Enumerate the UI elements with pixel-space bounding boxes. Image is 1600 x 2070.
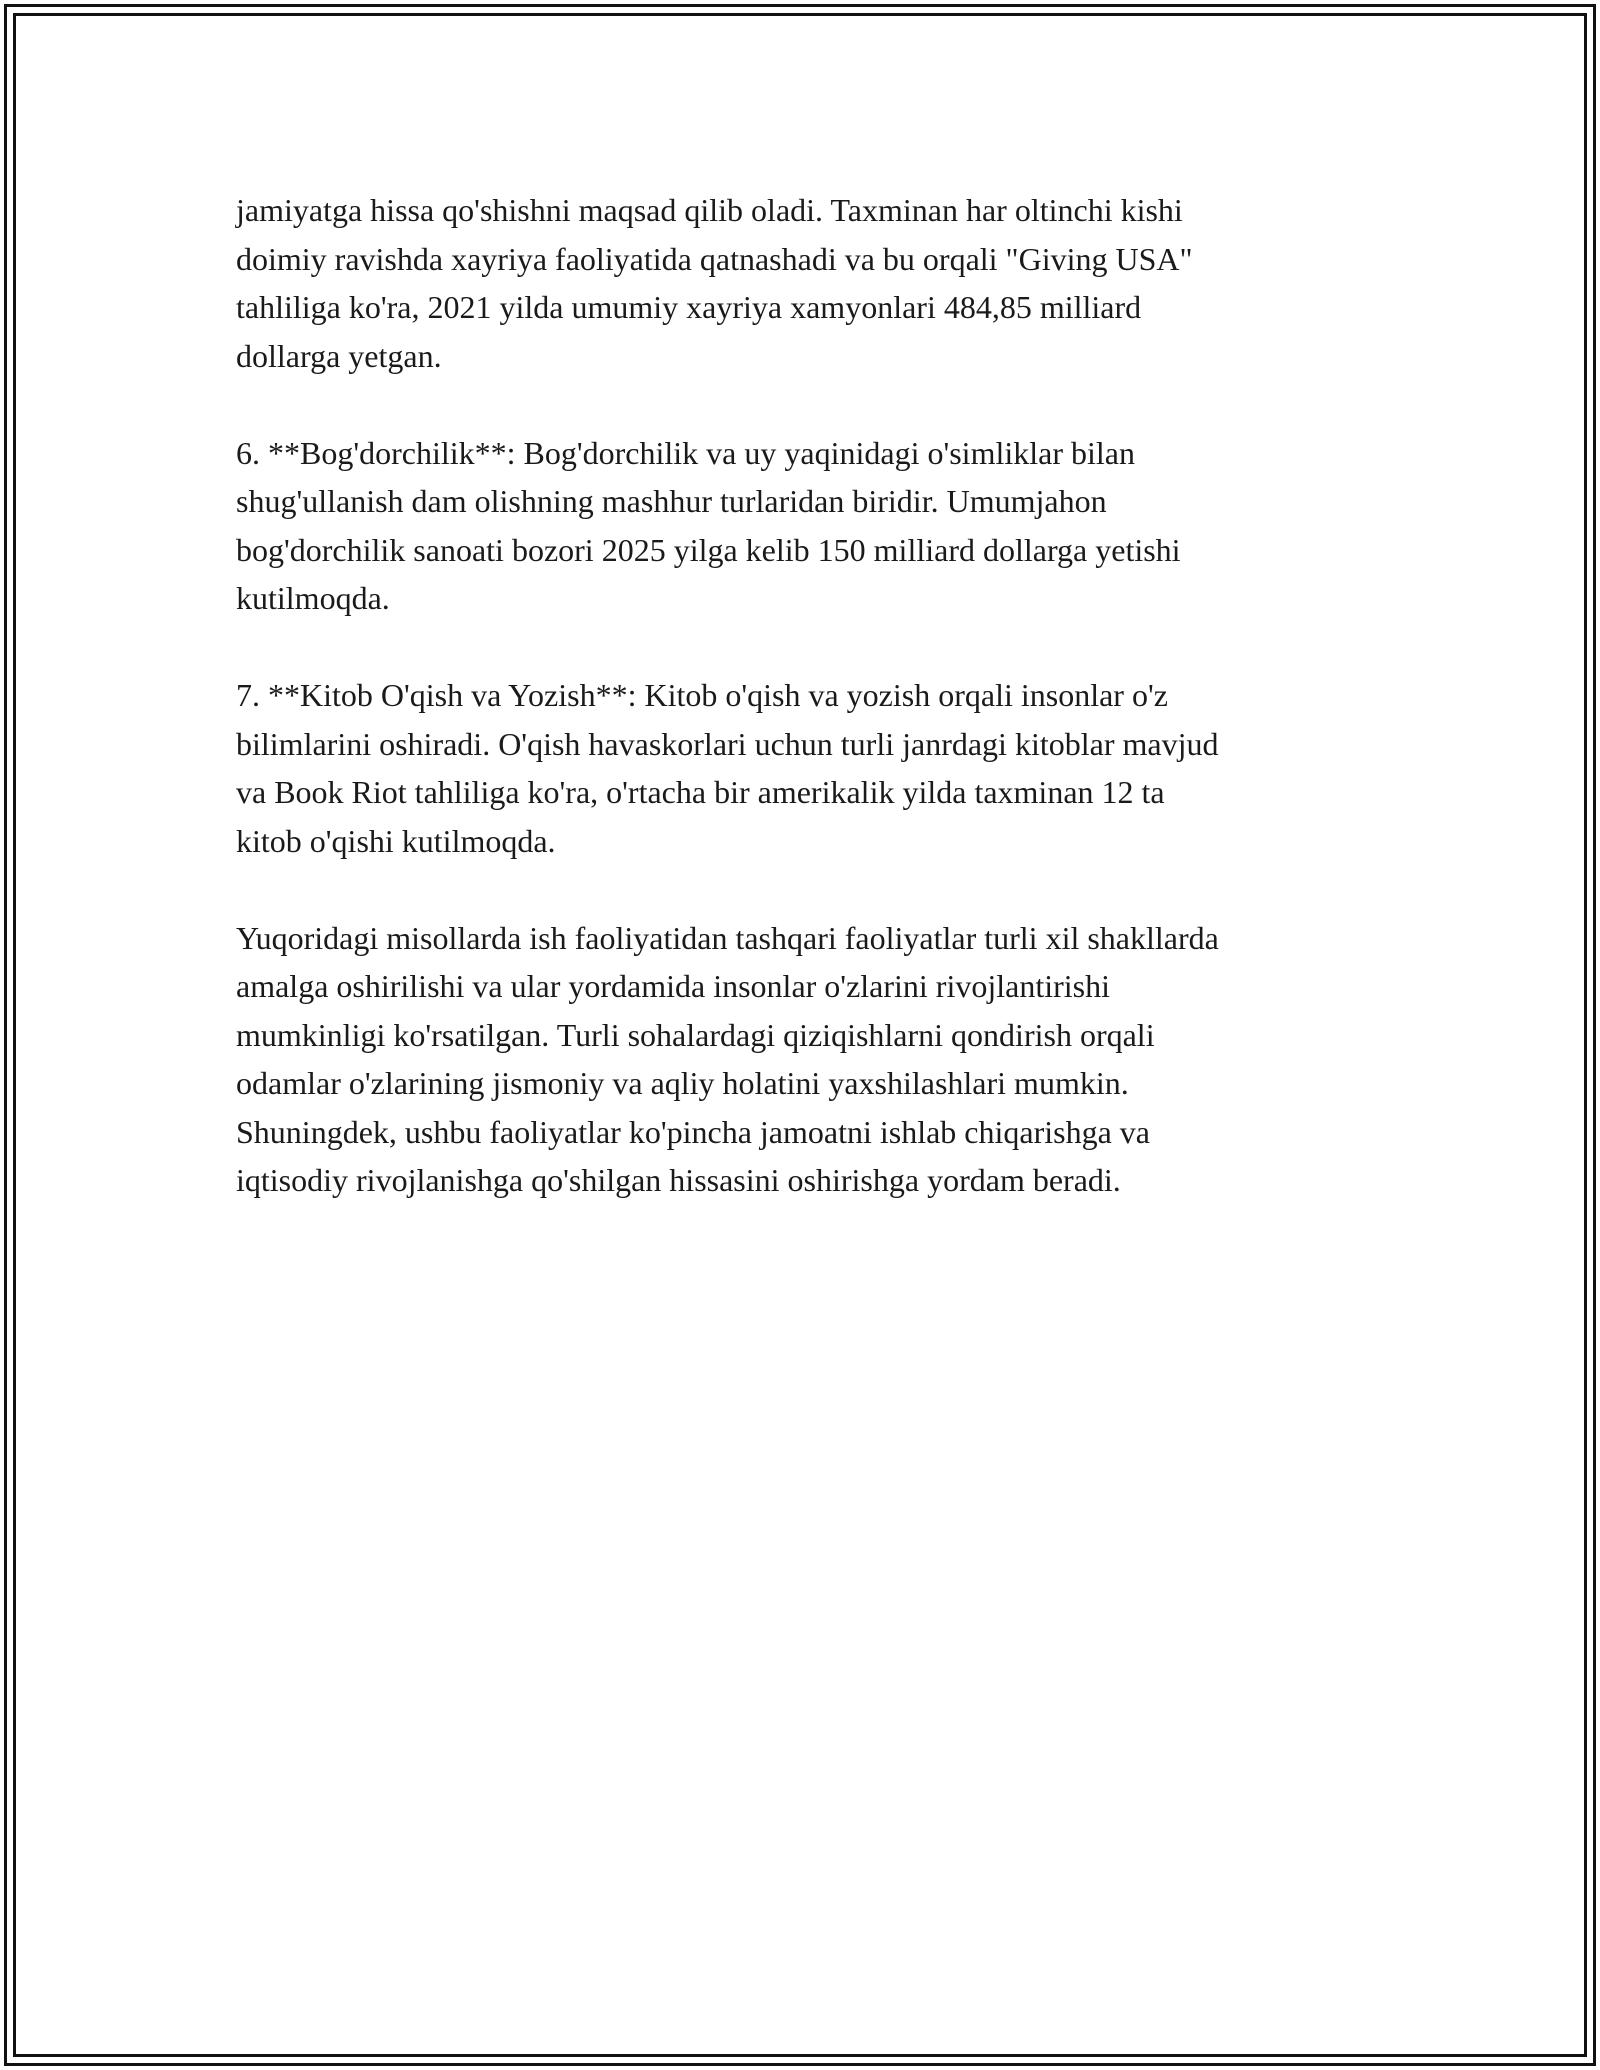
document-body (236, 186, 1396, 1205)
paragraph-charity-continued: jamiyatga hissa qo'shishni maqsad qilib oladi. Taxminan har oltinchi kishi doimiy ravishda xayriya faoliyatida qatnashadi va bu orqali "Giving USA" tahliliga ko'ra, 2021 yilda umumiy xayriya xamyonlari 484,85 milliard dollarga yetgan. (236, 192, 1193, 374)
paragraph-conclusion: Yuqoridagi misollarda ish faoliyatidan tashqari faoliyatlar turli xil shakllarda amalga oshirilishi va ular yordamida insonlar o'zlarini rivojlantirishi mumkinligi ko'rsatilgan. Turli sohalardagi qiziqishlarni qondirish orqali odamlar o'zlarining jismoniy va aqliy holatini yaxshilashlari mumkin. Shuningdek, ushbu faoliyatlar ko'pincha jamoatni ishlab chiqarishga va iqtisodiy rivojlanishga qo'shilgan hissasini oshirishga yordam beradi. (236, 919, 1219, 1198)
paragraph-reading-writing: 7. **Kitob O'qish va Yozish**: Kitob o'qish va yozish orqali insonlar o'z bilimlarini oshiradi. O'qish havaskorlari uchun turli janrdagi kitoblar mavjud va Book Riot tahliliga ko'ra, o'rtacha bir amerikalik yilda taxminan 12 ta kitob o'qishi kutilmoqda. (236, 677, 1219, 859)
paragraph-gardening: 6. **Bog'dorchilik**: Bog'dorchilik va uy yaqinidagi o'simliklar bilan shug'ullanish dam olishning mashhur turlaridan biridir. Umumjahon bog'dorchilik sanoati bozori 2025 yilga kelib 150 milliard dollarga yetishi kutilmoqda. (236, 434, 1181, 616)
